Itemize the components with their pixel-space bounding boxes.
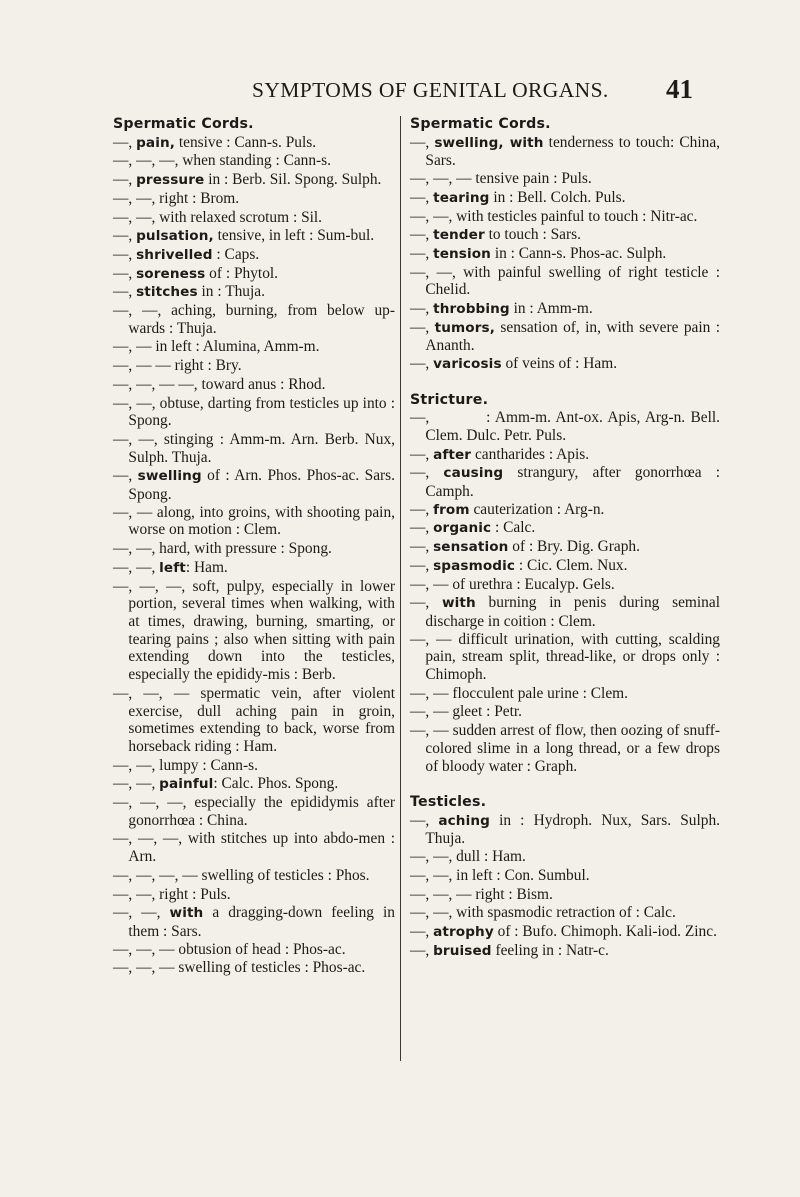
entry (410, 557, 720, 576)
entry-text: tenderness to touch: China, Sars. (425, 133, 720, 170)
entry (113, 283, 395, 302)
entry-text: —, (410, 811, 439, 829)
entry-text: in : Bell. Colch. Puls. (489, 188, 626, 206)
entry-text: strangury, after gonorrhœa : Camph. (425, 464, 720, 501)
entry-text: —, (410, 300, 434, 318)
entry (410, 189, 720, 208)
entry-text: —, (410, 445, 434, 463)
entry-keyword: varicosis (433, 356, 502, 373)
entry (410, 501, 720, 520)
entry-text: —, — difficult urination, with cutting, scalding pain, stream split, thread-like, or drops only : Chimoph. (410, 630, 720, 684)
entry-text: —, — flocculent pale urine : Clem. (410, 684, 628, 702)
entry (113, 504, 395, 540)
entry-text: of : Phytol. (205, 264, 279, 282)
entry (410, 886, 720, 905)
entry (113, 152, 395, 171)
entry-text: —, —, right : Puls. (113, 885, 231, 903)
entry (113, 540, 395, 559)
entry (113, 904, 395, 940)
entry-keyword: from (433, 501, 470, 518)
entry (410, 208, 720, 227)
entry (113, 775, 395, 794)
entry-text: : Caps. (212, 245, 260, 263)
entry-text: in : Hydroph. Nux, Sars. Sulph. Thuja. (425, 811, 720, 848)
entry (410, 300, 720, 319)
entry-keyword: with (442, 595, 476, 612)
entry (113, 431, 395, 467)
entry (113, 338, 395, 357)
entry-text: of : Bufo. Chimoph. Kali-iod. Zinc. (493, 922, 717, 940)
entry-keyword: causing (443, 465, 504, 482)
entry-keyword: bruised (433, 942, 492, 959)
entry-text: —, —, with relaxed scrotum : Sil. (113, 208, 323, 226)
entry-text: tensive, in left : Sum-bul. (213, 227, 375, 245)
entry (410, 576, 720, 595)
entry-text: a dragging-down feeling in them : Sars. (128, 904, 395, 940)
entry-text: —, (113, 133, 137, 151)
entry (410, 134, 720, 170)
entry (113, 578, 395, 685)
entry-keyword: pressure (136, 172, 205, 189)
entry (113, 467, 395, 503)
entry-text: in : Thuja. (197, 283, 265, 301)
entry-text: —, —, in left : Con. Sumbul. (410, 866, 590, 884)
entry-text: —, —, right : Brom. (113, 189, 240, 207)
right-column (400, 116, 720, 1061)
entry (410, 538, 720, 557)
entry-text: —, —, stinging : Amm-m. Arn. Berb. Nux, Sulph. Thuja. (113, 430, 395, 466)
entry-text: in : Cann-s. Phos-ac. Sulph. (490, 244, 667, 262)
entry (410, 409, 720, 445)
entry-text: of veins of : Ham. (501, 355, 618, 373)
entry-text: —, (410, 133, 435, 151)
entry-text: —, —, —, — swelling of testicles : Phos. (113, 866, 370, 884)
entry-keyword: spasmodic (433, 557, 516, 574)
entry (410, 904, 720, 923)
entry (113, 559, 395, 578)
entry-text: in : Berb. Sil. Spong. Sulph. (204, 171, 382, 189)
entry-text: —, (410, 594, 442, 612)
entry-text: —, —, (113, 558, 160, 576)
entry-keyword: aching (438, 812, 490, 829)
entry-text: —, (410, 519, 434, 537)
entry (113, 376, 395, 395)
section-gap (410, 776, 720, 794)
entry-text: —, —, — swelling of testicles : Phos-ac. (113, 959, 366, 977)
entry-keyword: organic (433, 520, 492, 537)
entry (113, 959, 395, 978)
entry-text: : Calc. (491, 519, 536, 537)
entry-text: of : Bry. Dig. Graph. (508, 538, 640, 556)
entry (113, 867, 395, 886)
left-column (113, 116, 395, 978)
entry-keyword: pulsation, (136, 228, 214, 245)
entry (113, 190, 395, 209)
entry-text: —, —, — obtusion of head : Phos-ac. (113, 940, 346, 958)
entry-text: —, —, (113, 904, 170, 922)
entry-keyword: painful (159, 776, 214, 793)
entry (410, 226, 720, 245)
entry-text: in : Amm-m. (509, 300, 593, 318)
entry-text: to touch : Sars. (484, 226, 581, 244)
page-header (0, 74, 800, 110)
entry (410, 685, 720, 704)
entry-list (113, 134, 395, 978)
entry (113, 830, 395, 866)
entry-text: —, (410, 941, 434, 959)
entry (410, 812, 720, 848)
entry-text: —, —, — right : Bism. (410, 885, 553, 903)
entry-keyword: with (169, 905, 204, 922)
entry-text: cantharides : Apis. (471, 445, 590, 463)
entry-text: —, (113, 283, 137, 301)
section-title: Spermatic Cords. (113, 116, 254, 132)
entry-keyword: pain, (136, 134, 175, 151)
section-title: Spermatic Cords. (410, 116, 551, 132)
entry (113, 246, 395, 265)
entry-keyword: left (159, 559, 186, 576)
entry-text: —, —, —, with stitches up into abdo-men : Arn. (113, 830, 395, 866)
entry-text: —, — in left : Alumina, Amm-m. (113, 338, 320, 356)
entry (113, 171, 395, 190)
entry (113, 134, 395, 153)
entry (113, 302, 395, 338)
entry-text: —, —, hard, with pressure : Spong. (113, 540, 332, 558)
entry-keyword: shrivelled (136, 246, 213, 263)
entry (410, 703, 720, 722)
entry-text: —, (410, 226, 434, 244)
entry-keyword: soreness (136, 265, 206, 282)
entry-text: —, (410, 188, 434, 206)
entry (410, 848, 720, 867)
section-title: Stricture. (410, 391, 489, 408)
entry-text: —, —, with painful swelling of right testicle : Chelid. (410, 263, 720, 299)
entry (113, 395, 395, 431)
entry-text: —, —, —, soft, pulpy, especially in lower portion, several times when walking, with at times, drawing, burning, smarting, or tearing pains ; also when sitting with pain extending down into the testicles, especially the epididy-mis : Berb. (113, 577, 395, 684)
entry-text: : Ham. (185, 558, 228, 576)
entry-text: —, (410, 500, 434, 518)
entry (113, 886, 395, 905)
entry-text: —, — — right : Bry. (113, 357, 242, 375)
entry-text: —, (113, 171, 137, 189)
entry-text: —, — of urethra : Eucalyp. Gels. (410, 575, 615, 593)
entry-text: —, (410, 244, 434, 262)
entry-keyword: sensation (433, 539, 509, 556)
entry (113, 757, 395, 776)
entry-text: —, (113, 245, 137, 263)
entry-text: —, (410, 556, 434, 574)
entry (410, 519, 720, 538)
entry (410, 942, 720, 961)
entry-text: —, —, dull : Ham. (410, 848, 526, 866)
entry (113, 227, 395, 246)
entry (113, 357, 395, 376)
entry-text: tensive : Cann-s. Puls. (175, 133, 317, 151)
entry-keyword: throbbing (433, 301, 510, 318)
entry (410, 319, 720, 355)
entry-text: —, (410, 922, 434, 940)
entry-keyword: atrophy (433, 923, 494, 940)
entry (410, 446, 720, 465)
entry-text: —, —, obtuse, darting from testicles up into : Spong. (113, 394, 395, 430)
entry-text: cauterization : Arg-n. (469, 500, 605, 518)
entry-text: —, : Amm-m. Ant-ox. Apis, Arg-n. Bell. Clem. Dulc. Petr. Puls. (410, 409, 720, 444)
entry-keyword: tumors, (434, 319, 495, 336)
entry (410, 170, 720, 189)
entry (410, 264, 720, 300)
entry (410, 631, 720, 685)
entry-text: —, —, with spasmodic retraction of : Calc. (410, 904, 676, 922)
entry-keyword: tearing (433, 189, 490, 206)
entry-text: —, (113, 227, 137, 245)
entry-text: —, —, —, when standing : Cann-s. (113, 152, 332, 170)
entry-text: : Calc. Phos. Spong. (213, 775, 339, 793)
entry (113, 685, 395, 757)
entry (410, 867, 720, 886)
entry-text: feeling in : Natr-c. (491, 941, 609, 959)
entry-text: —, (113, 264, 137, 282)
page-number: 41 (666, 74, 693, 104)
entry-text: —, —, — —, toward anus : Rhod. (113, 375, 326, 393)
entry-keyword: swelling (137, 468, 202, 485)
entry-text: —, (410, 355, 434, 373)
entry-keyword: after (433, 446, 472, 463)
entry (113, 209, 395, 228)
entry (113, 941, 395, 960)
entry-text: : Cic. Clem. Nux. (515, 556, 628, 574)
entry-text: —, —, (113, 775, 160, 793)
entry-text: —, — along, into groins, with shooting pain, worse on motion : Clem. (113, 503, 395, 539)
entry (113, 794, 395, 830)
entry-text: —, (113, 467, 138, 485)
entry-text: —, —, lumpy : Cann-s. (113, 756, 258, 774)
entry-keyword: stitches (136, 284, 198, 301)
entry (410, 722, 720, 776)
section-gap (410, 374, 720, 392)
entry-keyword: tender (433, 227, 485, 244)
entry-text: —, — sudden arrest of flow, then oozing of snuff-colored slime in a long thread, or a few drops of bloody water : Graph. (410, 722, 720, 775)
entry-text: sensation of, in, with severe pain : Ananth. (425, 318, 720, 355)
entry-text: —, — gleet : Petr. (410, 703, 522, 721)
entry (410, 923, 720, 942)
entry (410, 355, 720, 374)
entry (410, 245, 720, 264)
entry (113, 265, 395, 284)
entry-text: —, (410, 464, 444, 482)
section-title: Testicles. (410, 793, 487, 810)
entry-text: burning in penis during seminal discharge in coition : Clem. (425, 594, 720, 630)
entry-text: —, (410, 318, 435, 336)
entry-text: —, —, with testicles painful to touch : Nitr-ac. (410, 207, 698, 225)
section-list (410, 116, 720, 960)
entry-keyword: tension (433, 245, 491, 262)
entry-text: —, —, — spermatic vein, after violent exercise, dull aching pain in groin, sometimes extending to back, worse from horseback riding : Ham. (113, 684, 395, 755)
entry-text: —, —, —, especially the epididymis after gonorrhœa : China. (113, 794, 395, 829)
running-title: SYMPTOMS OF GENITAL ORGANS. (252, 78, 609, 102)
entry-keyword: swelling, with (434, 134, 544, 151)
entry (410, 464, 720, 500)
entry-text: —, —, — tensive pain : Puls. (410, 170, 592, 188)
entry (410, 594, 720, 630)
entry-text: —, (410, 538, 434, 556)
entry-text: of : Arn. Phos. Phos-ac. Sars. Spong. (128, 467, 395, 504)
entry-text: —, —, aching, burning, from below up-wards : Thuja. (113, 302, 395, 337)
